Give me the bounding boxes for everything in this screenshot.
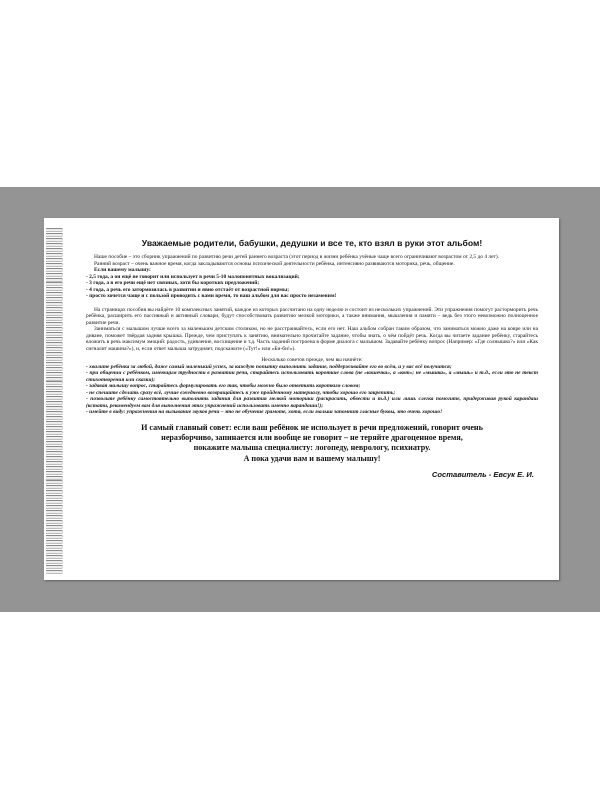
spiral-coil <box>46 322 63 326</box>
signature: Составитель - Евсук Е. И. <box>431 470 534 480</box>
if-heading: Если вашему малышу: <box>94 267 151 273</box>
spiral-coil <box>46 530 63 534</box>
advice-item-6: - имейте в виду: упражнения на вызывание звуков речи – это не обучение грамоте, хотя, если малыш запомнит гласные буквы, это очень хорошо! <box>86 409 443 415</box>
spiral-coil <box>46 540 63 544</box>
spiral-coil <box>46 560 63 564</box>
body-paragraph-2: Заниматься с малышом лучше всего за маленьким детским столиком, но не расстраивайтесь, если его нет. Наш альбом собран таким образом, что заниматься можно даже на ковре или на диване, поможет твёрдая задняя крышка. Прежде, чем приступать к занятию, внимательно прочитайте задание, чтобы знать, о чём пойдёт речь. Когда вы читаете задание ребёнку, старайтесь вложить в речь максимум эмоций: радость, удивление, восхищение и т.д. Часть заданий построена в форме диалога с малышом. Задавайте ребёнку вопрос (Например: «Где солнышко?» или «Как сигналит машина?»), и, если ответ малыша затрудняет, подскажите («Тут!» или «Би-би!»). <box>86 326 538 352</box>
spiral-coil <box>46 565 63 569</box>
spiral-coil <box>46 307 63 311</box>
main-advice-line-3: покажите малыша специалисту: логопеду, неврологу, психиатру. <box>193 443 431 453</box>
spiral-coil <box>46 278 63 282</box>
spiral-coil <box>46 258 63 262</box>
main-advice-line-4: А пока удачи вам и вашему малышу! <box>243 453 381 463</box>
spiral-coil <box>46 476 63 480</box>
spiral-coil <box>46 391 63 395</box>
spiral-coil <box>46 545 63 549</box>
spiral-coil <box>46 302 63 306</box>
spiral-coil <box>46 263 63 267</box>
spiral-coil <box>46 377 63 381</box>
spiral-coil <box>46 352 63 356</box>
spiral-coil <box>46 451 63 455</box>
spiral-coil <box>46 362 63 366</box>
spiral-coil <box>46 367 63 371</box>
advice-item-5: - позвольте ребёнку самостоятельно выполнять задания для развития мелкой моторики (раскрасить, обвести и т.д.) или лишь слегка помогите, придерживая рукой карандаш (кстати, рекомендуем вам для выполнения этих упражнений использовать именно карандаши!); <box>86 396 538 409</box>
spiral-coil <box>46 292 63 296</box>
spiral-coil <box>46 550 63 554</box>
advice-item-1: - хвалите ребёнка за любой, даже самый маленький успех, за каждую попытку выполнить задание, поддерживайте его во всём, и у вас всё получится; <box>86 363 452 370</box>
spiral-coil <box>46 401 63 405</box>
advice-heading: Несколько советов прежде, чем вы начнёте: <box>261 357 363 363</box>
spiral-coil <box>46 347 63 351</box>
spiral-coil <box>46 500 63 504</box>
advice-item-4: - не спешите сделать сразу всё, лучше ежедневно возвращайтесь к уже пройденному материалу, чтобы хорошо его закрепить; <box>86 389 396 396</box>
spiral-coil <box>46 480 63 484</box>
spiral-coil <box>46 446 63 450</box>
spiral-coil <box>46 471 63 475</box>
spiral-coil <box>46 287 63 291</box>
advice-item-2: - при общении с ребёнком, имеющим трудности в развитии речи, старайтесь использовать короткие слова (не «кошечка», а «кот»; не «мышка», а «мышь» и т.д., если это не текст стихотворения или сказки); <box>86 370 538 383</box>
spiral-coil <box>46 510 63 514</box>
if-item-4: - просто хочется чаще и с пользой проводить с вами время, то наш альбом для вас просто незаменим! <box>86 293 337 299</box>
spiral-coil <box>46 426 63 430</box>
spiral-coil <box>46 441 63 445</box>
spiral-coil <box>46 416 63 420</box>
spiral-coil <box>46 372 63 376</box>
spiral-coil <box>46 327 63 331</box>
body-paragraph-1: На страницах пособия вы найдёте 10 комплексных занятий, каждое из которых рассчитано на одну неделю и состоит из нескольких упражнений. Эти упражнения помогут расторморить речь ребёнка, расширить его пассивный и активный словари, будут способствовать развитию мелкой моторики, а также внимания, мышления и памяти – ведь без этого невозможно полноценное развитие речи. <box>86 306 538 326</box>
spiral-coil <box>46 495 63 499</box>
spiral-coil <box>46 342 63 346</box>
if-item-2: - 3 года, а в его речи ещё нет связных, хотя бы коротких предложений; <box>86 280 260 286</box>
spiral-coil <box>46 233 63 237</box>
page-content <box>86 238 538 479</box>
spiral-coil <box>46 248 63 252</box>
spiral-coil <box>46 253 63 257</box>
spiral-coil <box>46 386 63 390</box>
spiral-coil <box>46 357 63 361</box>
page-title: Уважаемые родители, бабушки, дедушки и все те, кто взял в руки этот альбом! <box>141 238 483 248</box>
spiral-coil <box>46 490 63 494</box>
spiral-coil <box>46 431 63 435</box>
main-advice-line-2: неразборчиво, запинается или вообще не говорит – не теряйте драгоценное время, <box>161 432 463 442</box>
spiral-coil <box>46 411 63 415</box>
spiral-coil <box>46 396 63 400</box>
spiral-coil <box>46 456 63 460</box>
spiral-coil <box>46 406 63 410</box>
spiral-coil <box>46 570 63 574</box>
spiral-coil <box>46 337 63 341</box>
spiral-coil <box>46 535 63 539</box>
spiral-coil <box>46 228 63 232</box>
intro-paragraph-1: Наше пособие – это сборник упражнений по развитию речи детей раннего возраста (этот период в жизни ребёнка учёные чаще всего ограничивают возрастом от 2,5 до 4 лет). <box>94 254 500 260</box>
spiral-coil <box>46 317 63 321</box>
spiral-coil <box>46 421 63 425</box>
spiral-coil <box>46 515 63 519</box>
spiral-coil <box>46 332 63 336</box>
spiral-coil <box>46 282 63 286</box>
spiral-coil <box>46 525 63 529</box>
spiral-coil <box>46 520 63 524</box>
spiral-coil <box>46 436 63 440</box>
spiral-coil <box>46 268 63 272</box>
main-advice-line-1: И самый главный совет: если ваш ребёнок не использует в речи предложений, говорит очень <box>141 422 483 432</box>
spiral-coil <box>46 461 63 465</box>
intro-paragraph-2: Ранний возраст – очень важное время, когда закладываются основы психической деятельности ребёнка, интенсивно развиваются моторика, речь, общение. <box>94 260 455 267</box>
spiral-coil <box>46 273 63 277</box>
advice-item-3: - задавая малышу вопрос, старайтесь формулировать его так, чтобы можно было ответить коротким словом; <box>86 383 361 389</box>
spiral-binding-icon <box>46 228 66 576</box>
spiral-coil <box>46 485 63 489</box>
if-item-3: - 4 года, а речь его затормозилась в развитии и явно отстаёт от возрастной нормы; <box>86 286 290 293</box>
spiral-coil <box>46 466 63 470</box>
spiral-coil <box>46 243 63 247</box>
spiral-coil <box>46 381 63 385</box>
if-item-1: - 2,5 года, а он ещё не говорит или использует в речи 5-10 малопонятных вокализаций; <box>86 273 300 280</box>
spiral-coil <box>46 505 63 509</box>
spiral-coil <box>46 297 63 301</box>
spiral-coil <box>46 555 63 559</box>
spiral-coil <box>46 238 63 242</box>
spiral-coil <box>46 312 63 316</box>
